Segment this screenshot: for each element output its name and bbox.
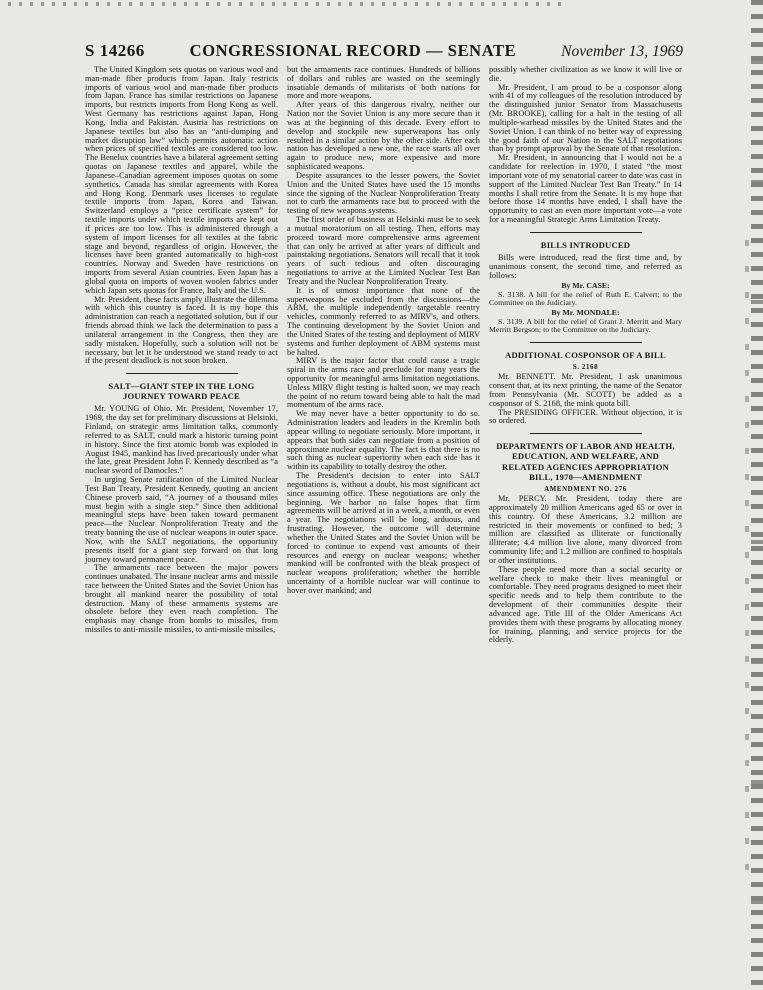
- paragraph: MIRV is the major factor that could cause a tragic spiral in the arms race and preclude for many years the opportunity for meaningful arms limitation negotiations. Unless MIRV flight testing is halted soon, we may reach the point of no return toward being able to halt the mad momentum of the arms race.: [287, 356, 480, 410]
- section-heading: BILLS INTRODUCED: [540, 239, 631, 250]
- paragraph: After years of this dangerous rivalry, neither our Nation nor the Soviet Union is any more secure than it was at the beginning of this decade. Every effort to develop and stockpile new superweapons has only resulted in a similar action by the other side. After each nation has developed a new one, the race starts all over again to produce new, more expensive and more sophisticated weapons.: [287, 100, 480, 172]
- byline: By Mr. CASE:: [561, 280, 610, 290]
- paragraph: The armaments race between the major powers continues unabated. The insane nuclear arms and missile race between the United States and the Soviet Union has brought all mankind nearer the possibility of total destruction. Many of these armaments systems are obsolete before they even reach completion. The emphasis may change from bombs to missiles, from missiles to anti-missile missiles, to anti-missile missiles,: [85, 563, 278, 635]
- column-1: [85, 66, 278, 645]
- paragraph: The United Kingdom sets quotas on various wool and man-made fiber products from Japan. Italy restricts imports of various wool and man-made fiber products from Japan. France has similar restrictions on Japanese imports, but restricts imports from Hong Kong as well. West Germany has restrictions against Japan, Hong Kong, India and Pakistan. Austria has restrictions on Japanese textiles but also has an “anti-dumping and market disruption law” which permits automatic action when prices of specified textiles are considered too low. The Benelux countries have a bilateral agreement setting quotas on Japanese textiles and apparel, while the Japanese–Canadian agreement imposes quotas on some synthetics. Canada has similar agreements with Korea and Hong Kong. Denmark uses licenses to regulate textile imports from Japan, Korea and Taiwan. Switzerland employs a “price certificate system” for textile imports under which textile imports are kept out if prices are too low. This is administered through a system of import licenses for all textiles at the fabric stage and beyond, regardless of origin. However, the licenses have been granted automatically to high-cost countries. Norway and Sweden have restrictions on imports from several Asian countries. Even Japan has a global quota on imports of woven woolen fabrics under which Japan sets quotas for France, Italy and the U.S.: [85, 65, 278, 295]
- page-header: [85, 41, 683, 61]
- paragraph: Despite assurances to the lesser powers, the Soviet Union and the United States have used the 15 months since the signing of the Nuclear Nonproliferation Treaty not to curb the armaments race but to proceed with the testing of new weapons systems.: [287, 170, 480, 216]
- section-divider: [530, 232, 642, 233]
- section-heading: SALT—GIANT STEP IN THE LONG JOURNEY TOWARD PEACE: [108, 381, 255, 402]
- scan-artifact-right-margin: [745, 240, 749, 880]
- paragraph: It is of utmost importance that none of the superweapons be excluded from the discussions—the ABM, the multiple independently targetable reentry vehicles, commonly referred to as MIRV's, and others. The continuing development by the Soviet Union and the United States of the testing and deployment of MIRV systems and further deployment of ABM systems must be halted.: [287, 285, 480, 357]
- masthead-title: CONGRESSIONAL RECORD — SENATE: [189, 41, 517, 60]
- bill-entry: S. 3138. A bill for the relief of Ruth E. Calvert; to the Committee on the Judiciary.: [489, 289, 682, 308]
- section-divider: [126, 373, 238, 374]
- paragraph: In urging Senate ratification of the Limited Nuclear Test Ban Treaty, President Kennedy, quoting an ancient Chinese proverb said, “A journey of a thousand miles must begin with a single step.” Since then additional meaningful steps have been taken toward permanent peace—the Nuclear Nonproliferation Treaty and the treaty banning the use of nuclear weapons in outer space. Now, with the SALT negotiations, the opportunity presents itself for a giant step forward on that long journey toward permanent peace.: [85, 475, 278, 564]
- paragraph: Mr. President, these facts amply illustrate the dilemma with which this country is faced. It is my hope this administration can reach a negotiated solution, but if our friends abroad think we lack the determination to pass a unilateral arrangement in the Congress, then they are sadly mistaken. Hopefully, such a solution will not be necessary, but let it be understood we stand ready to act if the present deadlock is not soon broken.: [85, 294, 278, 366]
- paragraph: Mr. President, in announcing that I would not be a candidate for reelection in 1970, I stated “the most important vote of my senatorial career to date was cast in support of the Limited Nuclear Test Ban Treaty.” In 14 months I shall retire from the Senate. It is my hope that before those 14 months have ended, I shall have the opportunity to cast an even more important vote—a vote for a meaningful Strategic Arms Limitation Treaty.: [489, 153, 682, 225]
- paragraph: Mr. BENNETT. Mr. President, I ask unanimous consent that, at its next printing, the name of the Senator from Pennsylvania (Mr. SCOTT) be added as a cosponsor of S. 2168, the mink quota bill.: [489, 372, 682, 408]
- column-3: [489, 66, 682, 645]
- paragraph: Mr. PERCY. Mr. President, today there are approximately 20 million Americans aged 65 or over in this country. Of these Americans, 3.2 million are restricted in their movements or confined to bed; 3 million are classified as illiterate or functionally illiterate; 4.4 million live alone, many divorced from community life; and 1.2 million are confined to hospitals or other institutions.: [489, 494, 682, 565]
- scan-artifact-right-edge: [751, 0, 763, 990]
- paragraph: but the armaments race continues. Hundreds of billions of dollars and rubles are wasted on the seemingly insatiable demands of militarists of both nations for more and more weapons.: [287, 65, 480, 101]
- paragraph: Mr. YOUNG of Ohio. Mr. President, November 17, 1969, the day set for preliminary discussions at Helsinki, Finland, on strategic arms limitation talks, commonly referred to as SALT, could mark a historic turning point in history. Since the first atomic bomb was exploded in August 1945, mankind has lived precariously under what the late, great President John F. Kennedy described as “a nuclear sword of Damocles.”: [85, 404, 278, 476]
- page-number: S 14266: [85, 41, 145, 60]
- bill-entry: S. 3139. A bill for the relief of Grant J. Merritt and Mary Merritt Bergson; to the Committee on the Judiciary.: [489, 316, 682, 335]
- paragraph: possibly whether civilization as we know it will live or die.: [489, 65, 682, 83]
- paragraph: These people need more than a social security or welfare check to make their lives meaningful or comfortable. They need programs designed to meet their specific needs and to help them contribute to the development of their communities despite their advanced age. Title III of the Older Americans Act provides them with these programs by allocating money for training, planning, and service projects for the elderly.: [489, 564, 682, 645]
- paragraph: Mr. President, I am proud to be a cosponsor along with 41 of my colleagues of the resolution introduced by the distinguished junior Senator from Massachusetts (Mr. BROOKE), calling for a halt in the testing of all multiple-warhead missiles by the United States and the Soviet Union. I can think of no better way of expressing the good faith of our Nation in the SALT negotiations than by prompt approval by the Senate of that resolution.: [489, 82, 682, 154]
- section-heading: DEPARTMENTS OF LABOR AND HEALTH, EDUCATION, AND WELFARE, AND RELATED AGENCIES APPROPRIATION BILL, 1970—AMENDMENT: [496, 441, 675, 482]
- paragraph: The President's decision to enter into SALT negotiations is, without a doubt, his most significant act since assuming office. These negotiations are only the beginning. We harbor no false hopes that firm agreements will be arrived at in a week, a month, or even a year. The negotiations will be long, arduous, and frustrating. However, the outcome will determine whether the United States and the Soviet Union will be forced to continue to expend vast amounts of their resources and energy on nuclear weapons; whether mankind will be confronted with the bleak prospect of nuclear weapons proliferation; whether the horrible uncertainty of a horrible nuclear war will continue to hover over mankind; and: [287, 471, 480, 595]
- section-heading: ADDITIONAL COSPONSOR OF A BILL: [505, 349, 666, 360]
- section-subheading: S. 2168: [572, 363, 599, 371]
- text-columns: [85, 66, 683, 645]
- byline: By Mr. MONDALE:: [551, 307, 620, 317]
- paragraph: The PRESIDING OFFICER. Without objection, it is so ordered.: [489, 407, 682, 426]
- paragraph: The first order of business at Helsinki must be to seek a mutual moratorium on all testing. Then, efforts may proceed toward more comprehensive arms agreement that can only be arrived at after years of difficult and painstaking negotiations. Senators will recall that it took years of such tedious and often discouraging negotiations to arrive at the Limited Nuclear Test Ban Treaty and the Nuclear Nonproliferation Treaty.: [287, 215, 480, 286]
- scan-artifact-top-edge: [8, 2, 568, 6]
- issue-date: November 13, 1969: [561, 43, 683, 60]
- paragraph: Bills were introduced, read the first time and, by unanimous consent, the second time, and referred as follows:: [489, 253, 682, 280]
- section-divider: [530, 433, 642, 434]
- paragraph: We may never have a better opportunity to do so. Administration leaders and leaders in the Kremlin both appear willing to negotiate seriously. More important, it appears that both sides can negotiate from a position of approximate nuclear equality. The fact is that there is no such thing as nuclear superiority when each side has it within its capability to totally destroy the other.: [287, 409, 480, 472]
- column-2: [287, 66, 480, 645]
- section-divider: [530, 342, 642, 343]
- section-subheading: AMENDMENT NO. 276: [544, 485, 627, 493]
